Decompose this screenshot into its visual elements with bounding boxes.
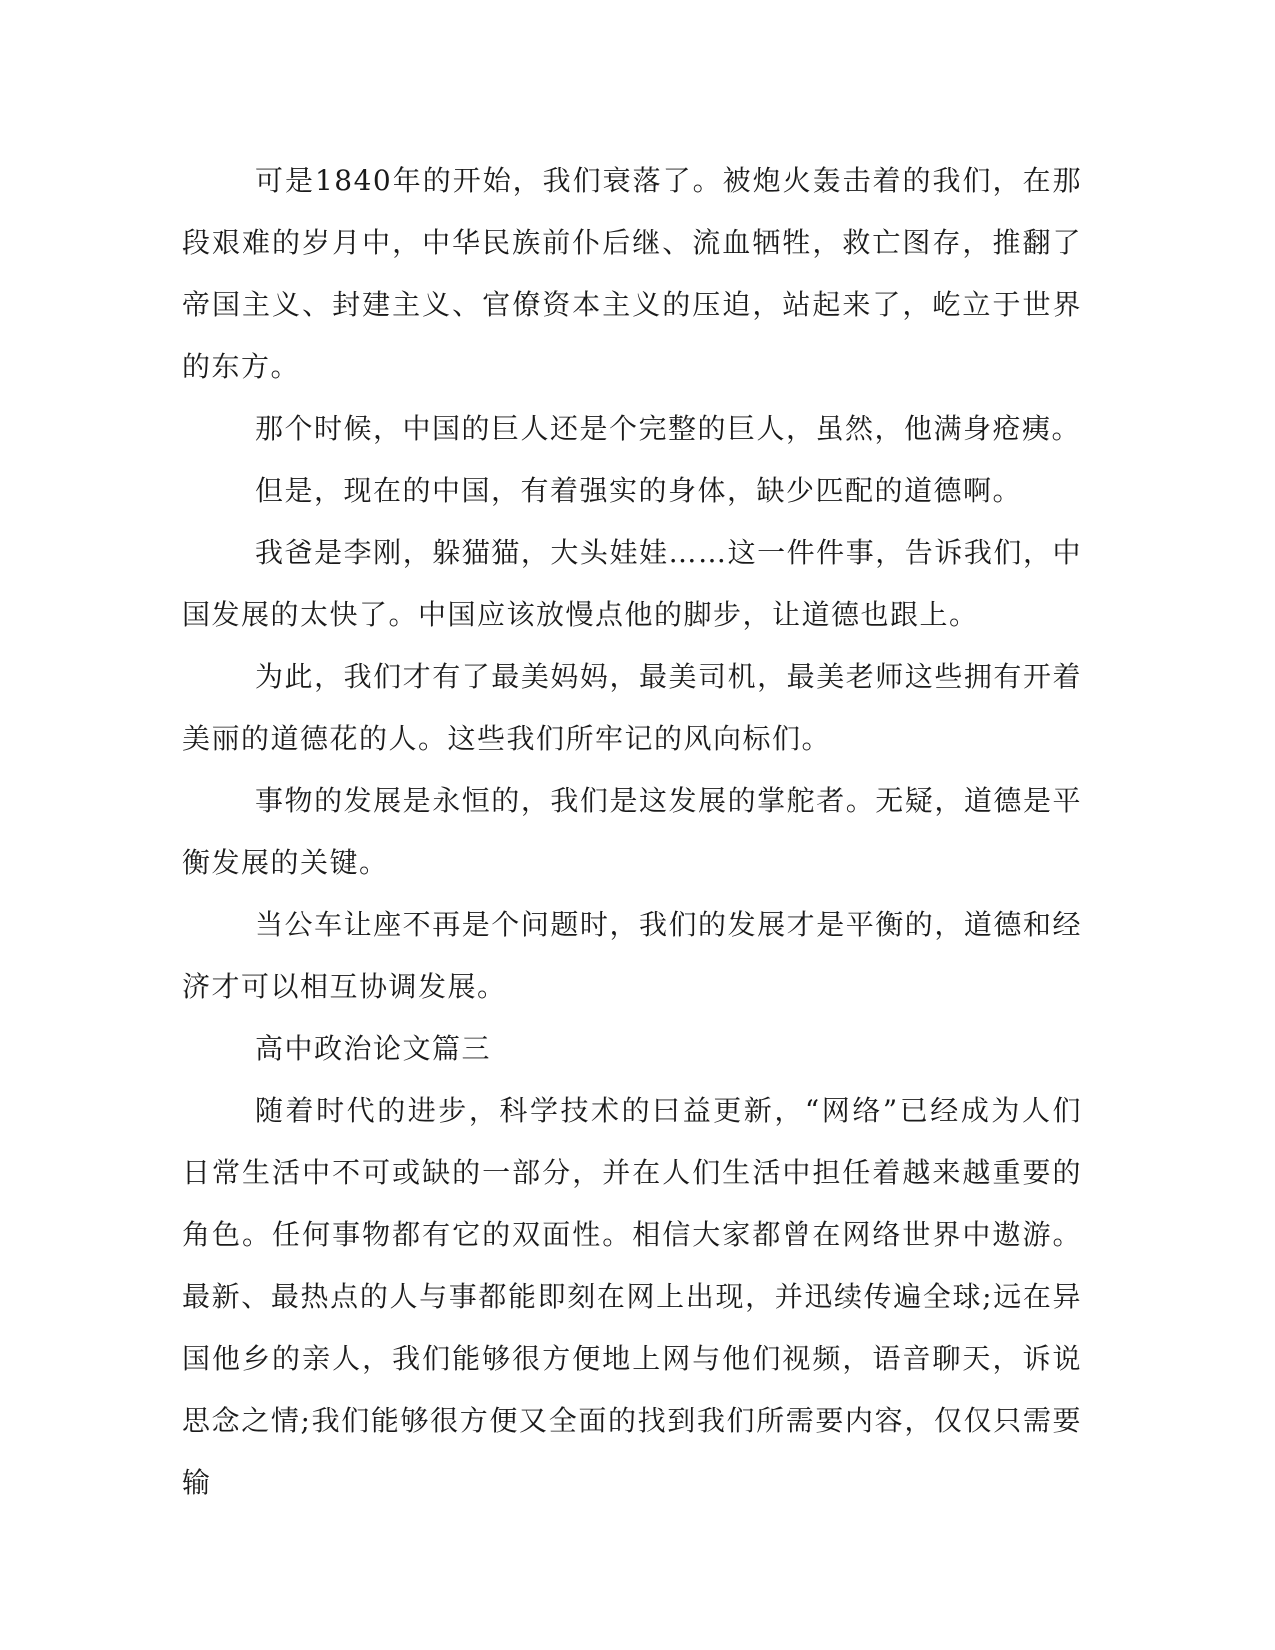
paragraph-2: 那个时候，中国的巨人还是个完整的巨人，虽然，他满身疮痍。: [255, 412, 1082, 445]
paragraph-1: 可是1840年的开始，我们衰落了。被炮火轰击着的我们，在那段艰难的岁月中，中华民族前仆后继、流血牺牲，救亡图存，推翻了帝国主义、封建主义、官僚资本主义的压迫，站起来了，屹立于世界的东方。: [182, 164, 1082, 383]
document-page: [182, 150, 1082, 1514]
paragraph-7: 当公车让座不再是个问题时，我们的发展才是平衡的，道德和经济才可以相互协调发展。: [182, 908, 1082, 1003]
paragraph-4: 我爸是李刚，躲猫猫，大头娃娃……这一件件事，告诉我们，中国发展的太快了。中国应该放慢点他的脚步，让道德也跟上。: [182, 536, 1082, 631]
paragraph-8: 随着时代的进步，科学技术的曰益更新，“网络”已经成为人们日常生活中不可或缺的一部分，并在人们生活中担任着越来越重要的角色。任何事物都有它的双面性。相信大家都曾在网络世界中遨游。最新、最热点的人与事都能即刻在网上出现，并迅续传遍全球;远在异国他乡的亲人，我们能够很方便地上网与他们视频，语音聊天，诉说思念之情;我们能够很方便又全面的找到我们所需要内容，仅仅只需要输: [182, 1094, 1082, 1499]
paragraph-3: 但是，现在的中国，有着强实的身体，缺少匹配的道德啊。: [255, 474, 1023, 507]
paragraph-5: 为此，我们才有了最美妈妈，最美司机，最美老师这些拥有开着美丽的道德花的人。这些我们所牢记的风向标们。: [182, 660, 1082, 755]
section-heading: 高中政治论文篇三: [255, 1032, 492, 1065]
paragraph-6: 事物的发展是永恒的，我们是这发展的掌舵者。无疑，道德是平衡发展的关键。: [182, 784, 1082, 879]
